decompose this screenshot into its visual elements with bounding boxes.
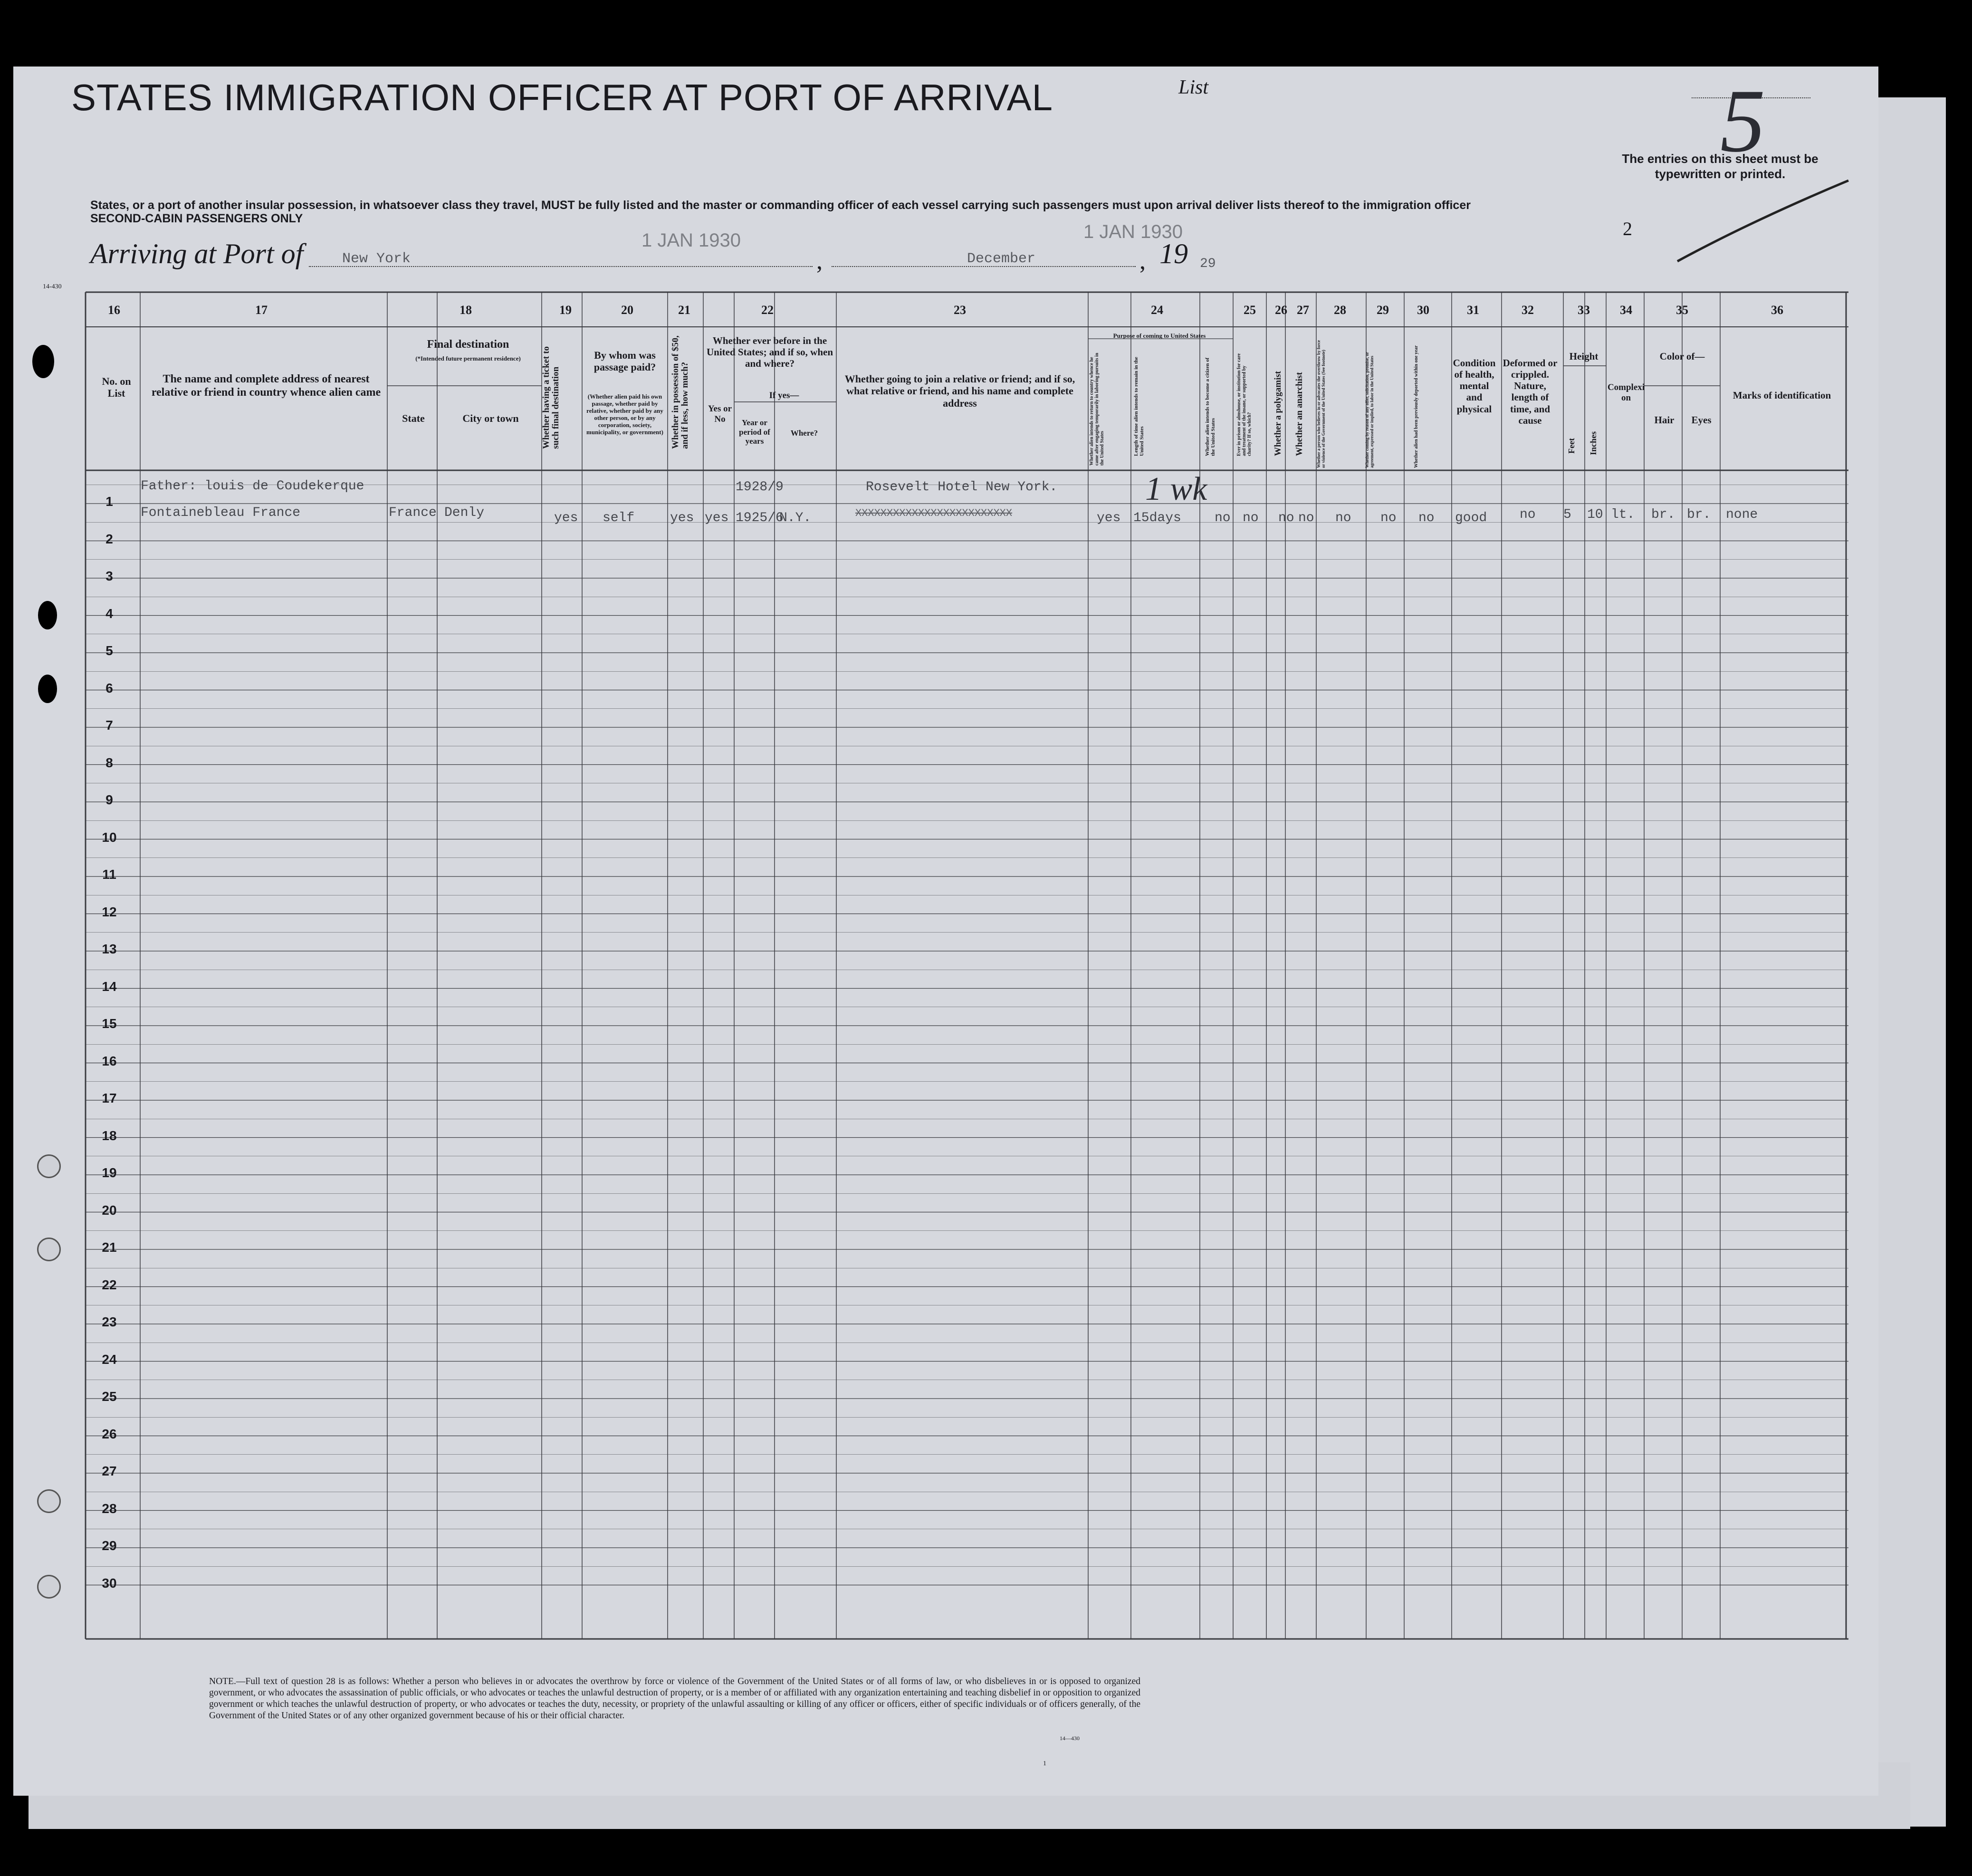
row-number: 9	[105, 792, 113, 807]
entry-fifty: yes	[670, 511, 694, 525]
row-number: 25	[102, 1389, 117, 1404]
header-yes-or-no: Yes or No	[708, 404, 732, 424]
date-stamp: 1 JAN 1930	[1083, 221, 1183, 242]
header-passage-paid-sub: (Whether alien paid his own passage, whether paid by relative, whether paid by any other person, or by any corporation, society, municipality, or government)	[586, 393, 663, 436]
entry-polygamist: no	[1278, 511, 1294, 525]
header-purpose: Purpose of coming to United States	[1113, 332, 1206, 339]
row-number: 11	[102, 867, 116, 882]
header-nearest-relative: The name and complete address of nearest relative or friend in country whence alien came	[151, 373, 381, 399]
row-number: 6	[105, 680, 113, 695]
comma: ,	[816, 248, 823, 275]
list-label: List	[1178, 76, 1209, 98]
column-number-32: 32	[1522, 303, 1534, 317]
row-number: 20	[102, 1202, 117, 1218]
footnote-code: 14—430	[1060, 1735, 1080, 1742]
row-number: 1	[105, 494, 113, 509]
comma: ,	[1139, 248, 1146, 275]
row-number: 21	[102, 1240, 117, 1255]
entry-relative-line1: Father: louis de Coudekerque	[141, 479, 364, 494]
entry-purpose-length: 15days	[1133, 511, 1181, 525]
entry-before-where: N.Y.	[779, 511, 812, 525]
row-number: 2	[105, 531, 113, 546]
entry-purpose-citizen: no	[1215, 511, 1231, 525]
entry-offer: no	[1380, 511, 1397, 525]
port-value: New York	[342, 251, 411, 267]
row-number: 22	[102, 1277, 117, 1292]
row-number: 28	[102, 1501, 117, 1516]
entry-advocate: no	[1335, 511, 1351, 525]
entry-join-line1: Rosevelt Hotel New York.	[866, 480, 1058, 495]
row-number: 7	[105, 718, 113, 733]
row-number: 8	[105, 755, 113, 770]
entry-hair: br.	[1651, 507, 1675, 522]
month-value: December	[967, 251, 1036, 267]
column-number-24: 24	[1151, 303, 1163, 317]
year-prefix: 19	[1159, 238, 1188, 269]
entry-deformed: no	[1520, 507, 1536, 522]
column-number-29: 29	[1377, 303, 1389, 317]
header-deported: Whether alien had been previously deported within one year	[1414, 345, 1419, 468]
entry-feet: 5	[1563, 507, 1571, 522]
header-anarchist: Whether an anarchist	[1294, 372, 1304, 456]
entry-ticket: yes	[554, 511, 578, 525]
header-state: State	[402, 412, 425, 424]
header-ever-before: Whether ever before in the United States; and if so, when and where?	[706, 335, 833, 370]
list-number-handwritten: 5	[1720, 71, 1765, 171]
date-stamp: 1 JAN 1930	[641, 230, 741, 251]
column-number-33: 33	[1578, 303, 1590, 317]
row-number: 14	[102, 979, 117, 994]
header-hair: Hair	[1654, 414, 1675, 426]
row-number: 19	[102, 1165, 117, 1180]
header-where: Where?	[790, 429, 818, 438]
column-number-19: 19	[559, 303, 572, 317]
column-number-27: 27	[1297, 303, 1309, 317]
entry-state: France	[389, 505, 437, 520]
header-if-yes: If yes—	[769, 390, 799, 400]
header-polygamist: Whether a polygamist	[1273, 371, 1283, 456]
row-number: 29	[102, 1538, 117, 1553]
arriving-label: Arriving at Port of	[90, 238, 304, 269]
header-advocate-overthrow: Whether a person who believes in or advocates the overthrow by force or violence of the Government of the United States (See footnote)	[1316, 340, 1326, 468]
header-inches: Inches	[1589, 431, 1598, 455]
row-number: 26	[102, 1426, 117, 1441]
header-ticket: Whether having a ticket to such final destination	[541, 346, 561, 449]
column-number-30: 30	[1417, 303, 1429, 317]
column-number-23: 23	[954, 303, 966, 317]
entry-paid-by: self	[603, 511, 635, 525]
entry-inches: 10	[1587, 507, 1603, 522]
entries-note: The entries on this sheet must be typewritten or printed.	[1622, 152, 1819, 181]
entry-health: good	[1455, 511, 1487, 525]
column-number-18: 18	[459, 303, 472, 317]
header-year-period: Year or period of years	[739, 418, 770, 446]
footer-mark: 1	[1043, 1760, 1046, 1767]
header-purpose-citizen: Whether alien intends to become a citizen of the United States	[1205, 357, 1216, 456]
row-number: 13	[102, 942, 117, 956]
row-number: 27	[102, 1464, 117, 1478]
form-title: STATES IMMIGRATION OFFICER AT PORT OF ARRIVAL	[71, 76, 1053, 118]
cabin-class-label: SECOND-CABIN PASSENGERS ONLY	[90, 212, 303, 225]
header-eyes: Eyes	[1691, 414, 1712, 426]
column-number-17: 17	[255, 303, 268, 317]
row-number: 5	[105, 643, 113, 658]
entry-relative-line2: Fontainebleau France	[141, 505, 301, 520]
entry-deported: no	[1418, 511, 1435, 525]
header-join-relative: Whether going to join a relative or friend; and if so, what relative or friend, and his name and complete address	[844, 373, 1075, 409]
instruction-line: States, or a port of another insular possession, in whatsoever class they travel, MUST be fully listed and the master or commanding officer of each vessel carrying such passengers must upon arrival deliver lists thereof to the immigration officer	[90, 199, 1471, 212]
form-code: 14-430	[43, 283, 62, 290]
row-number: 17	[102, 1091, 117, 1105]
row-number: 15	[102, 1016, 117, 1031]
header-fifty-dollars: Whether in possession of $50, and if less, how much?	[670, 335, 690, 449]
entry-purpose-return: yes	[1097, 511, 1121, 525]
column-number-22: 22	[761, 303, 774, 317]
column-number-28: 28	[1334, 303, 1346, 317]
column-number-16: 16	[108, 303, 120, 317]
row-number: 16	[102, 1053, 117, 1068]
header-final-destination-sub: (*Intended future permanent residence)	[415, 355, 521, 362]
row-number: 18	[102, 1128, 117, 1143]
row-number: 3	[105, 569, 113, 583]
header-purpose-return: Whether alien intends to return to country whence he came after engaging temporarily in laboring pursuits in the United States	[1089, 352, 1105, 466]
row-number: 24	[102, 1352, 117, 1367]
header-city: City or town	[462, 412, 519, 424]
row-number: 23	[102, 1314, 117, 1329]
header-complexion: Complexion	[1607, 382, 1645, 403]
header-deformed: Deformed or crippled. Nature, length of time, and cause	[1503, 357, 1558, 426]
header-marks: Marks of identification	[1733, 390, 1831, 401]
row-number: 12	[102, 904, 117, 919]
column-number-31: 31	[1467, 303, 1479, 317]
header-color-of: Color of—	[1659, 351, 1705, 362]
entry-complexion: lt.	[1611, 507, 1635, 522]
entry-before-yesno: yes	[705, 511, 729, 525]
column-number-35: 35	[1676, 303, 1688, 317]
column-number-21: 21	[678, 303, 690, 317]
header-purpose-length: Length of time alien intends to remain in the United States	[1133, 357, 1145, 456]
row-number: 4	[105, 606, 113, 621]
header-feet: Feet	[1567, 438, 1576, 454]
row-number: 10	[102, 829, 117, 845]
header-prison: Ever in prison or almshouse, or institution for care and treatment of the insane, or supported by charity? If so, which?	[1236, 353, 1252, 456]
header-passage-paid: By whom was passage paid?	[594, 349, 656, 373]
column-number-25: 25	[1244, 303, 1256, 317]
header-final-destination: Final destination	[427, 338, 509, 351]
page-number: 2	[1623, 218, 1632, 239]
header-height: Height	[1569, 351, 1599, 362]
header-offer-labor: Whether coming by reason of any offer, solicitation, promise, or agreement, expressed or implied, to labor in the United States	[1365, 352, 1374, 468]
entry-before-year2: 1925/6	[736, 511, 784, 525]
column-number-20: 20	[621, 303, 633, 317]
entry-before-year1: 1928/9	[736, 480, 784, 495]
row-number: 30	[102, 1575, 117, 1590]
entry-anarchist: no	[1298, 511, 1314, 525]
footnote-question-28: NOTE.—Full text of question 28 is as follows: Whether a person who believes in or advocates the overthrow by force or violence of the Government of the United States or of all forms of law, or who disbelieves in or is opposed to organized government, or who advocates the assassination of public officials, or who advocates or teaches the unlawful destruction of property, or is a member of or affiliated with any organization entertaining and teaching disbelief in or opposition to organized government or which teaches the unlawful destruction of property, or who advocates or teaches the duty, necessity, or propriety of the unlawful assaulting or killing of any officer or officers, either of specific individuals or of officers generally, of the Government of the United States or of any other organized government because of his or their official character.	[209, 1676, 1140, 1721]
year-value: 29	[1200, 257, 1216, 271]
entry-purpose-length-handwritten: 1 wk	[1145, 471, 1207, 507]
entry-prison: no	[1243, 511, 1259, 525]
column-number-34: 34	[1620, 303, 1632, 317]
entry-eyes: br.	[1687, 507, 1711, 522]
entry-marks: none	[1726, 507, 1758, 522]
entry-join-line2-struck: XXXXXXXXXXXXXXXXXXXXXXXXX	[855, 507, 1013, 519]
header-no-on-list: No. on List	[102, 375, 131, 400]
entry-city: Denly	[444, 505, 485, 520]
column-number-26: 26	[1275, 303, 1287, 317]
column-number-36: 36	[1771, 303, 1783, 317]
header-health: Condition of health, mental and physical	[1453, 357, 1496, 415]
